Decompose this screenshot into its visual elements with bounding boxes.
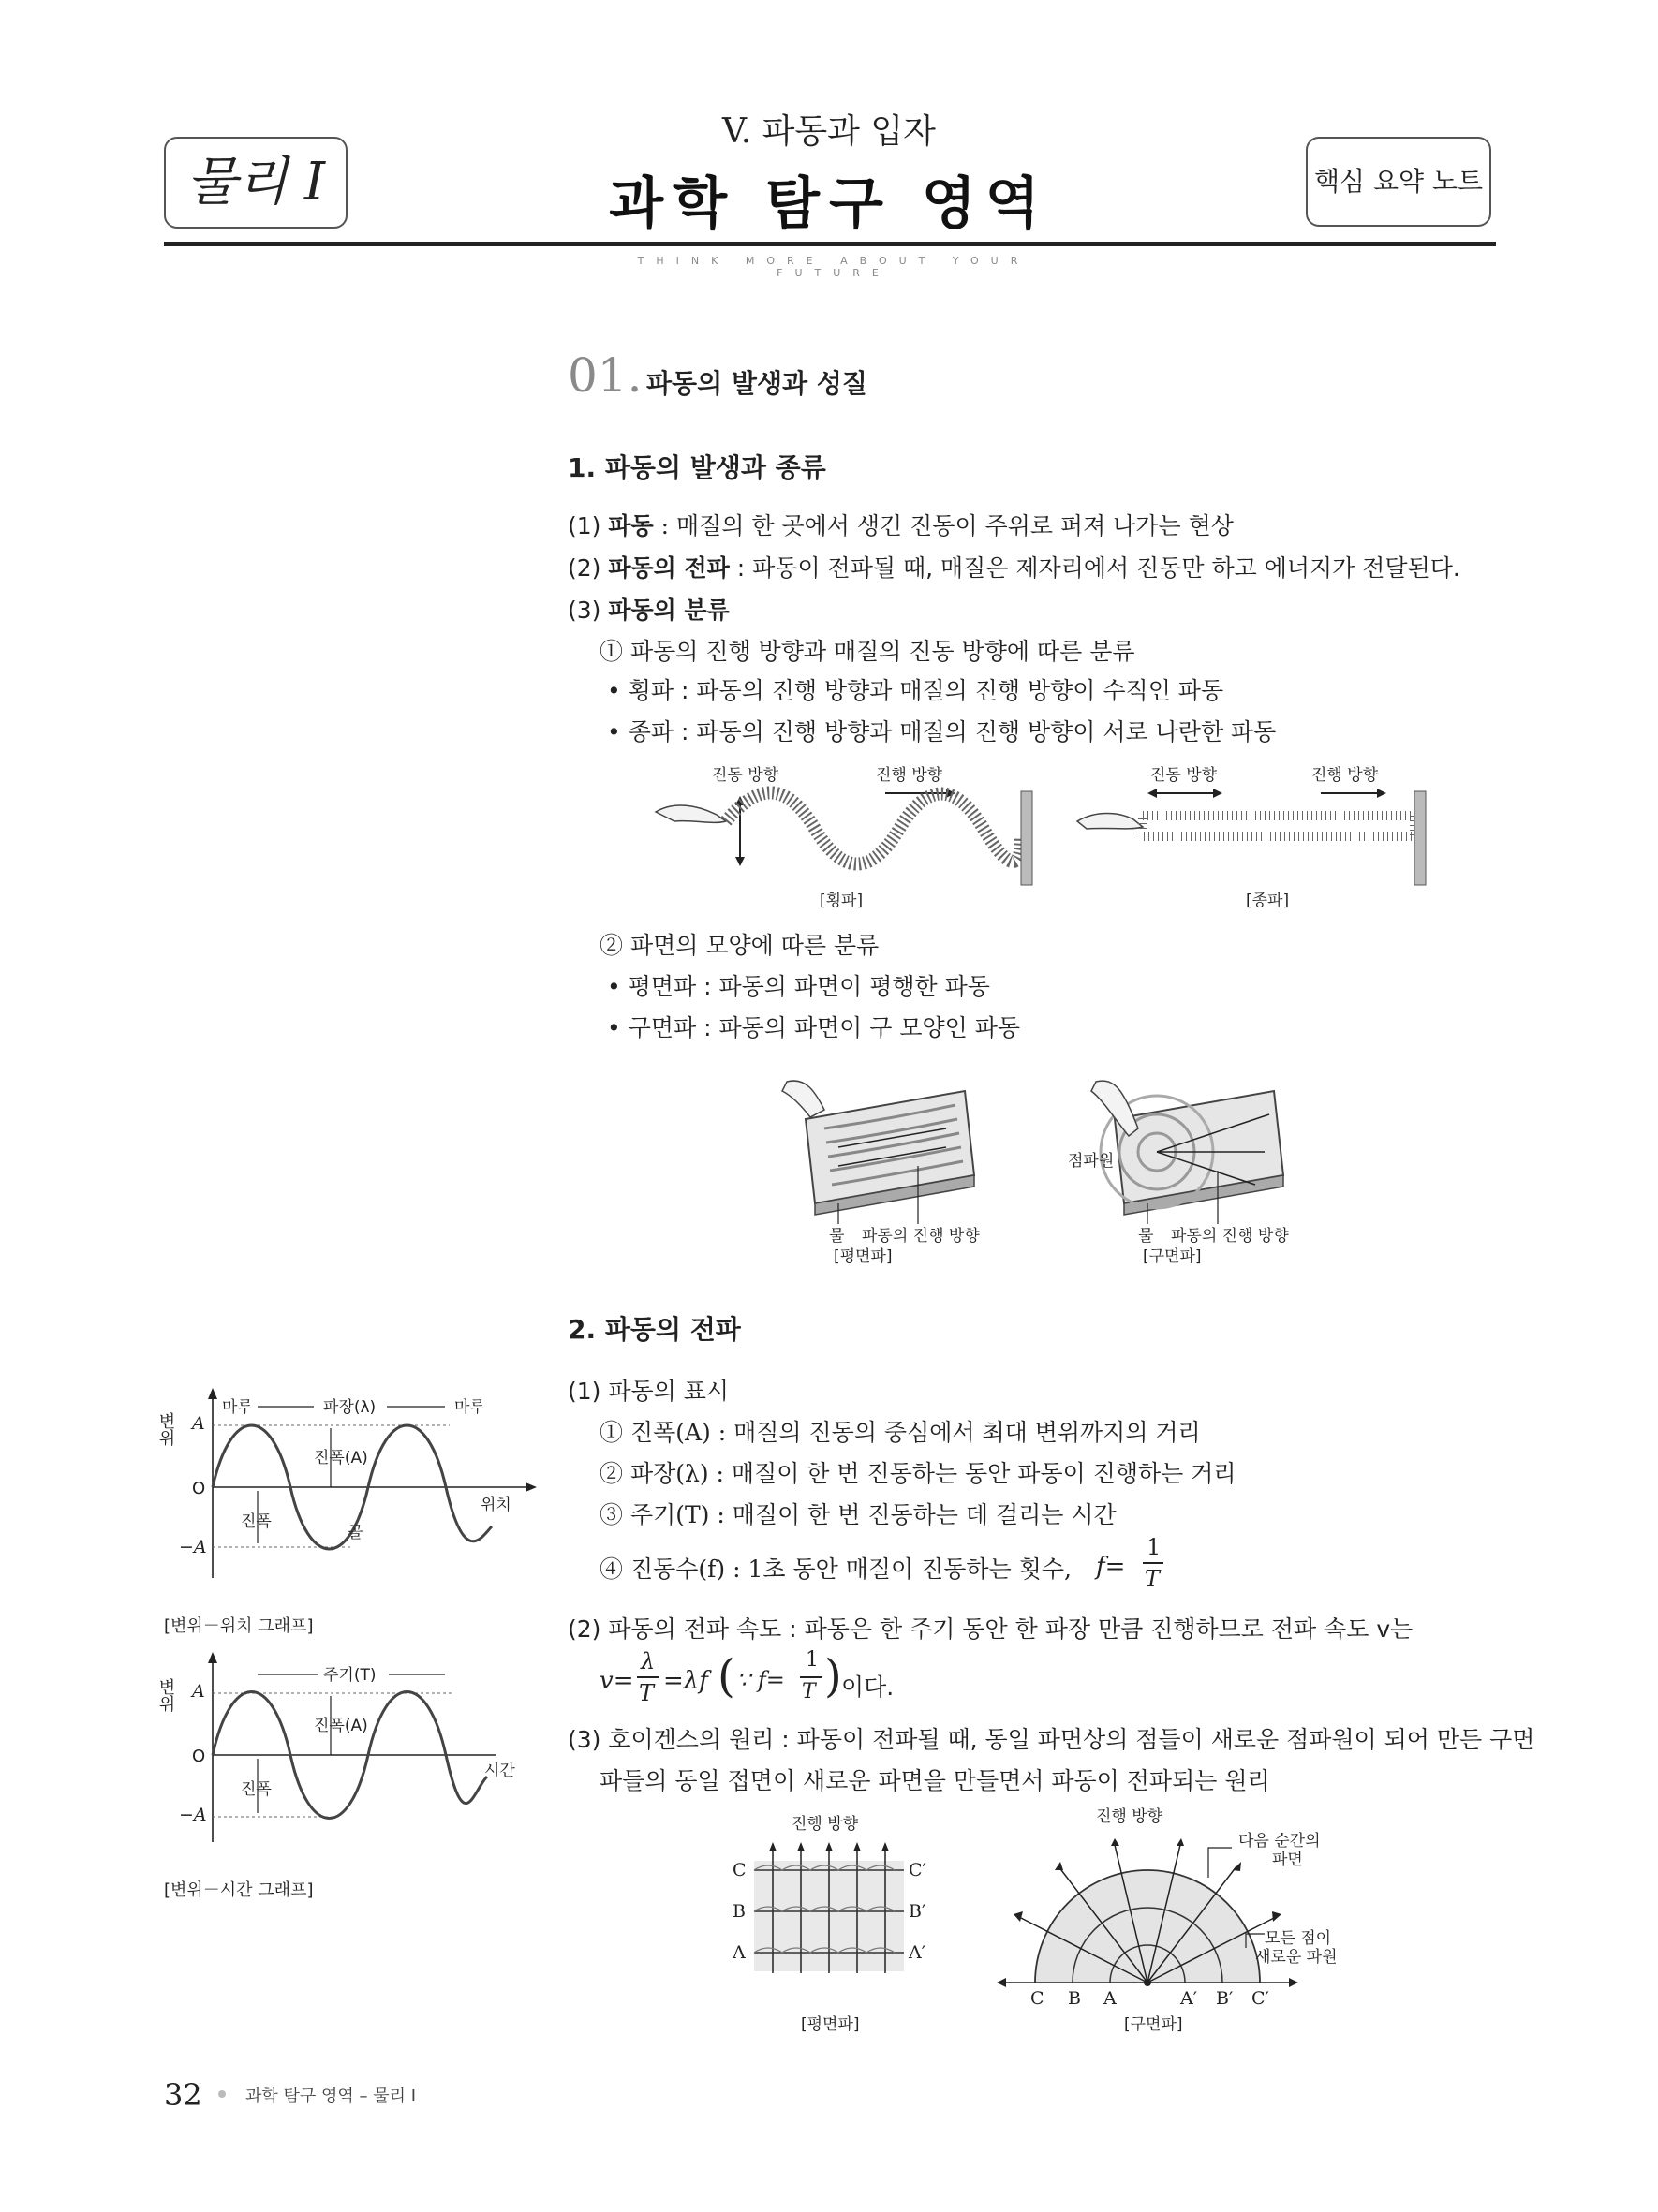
g1-wavelength: 파장(λ)	[323, 1398, 377, 1417]
longitudinal-caption: [종파]	[1246, 892, 1290, 910]
g2-caption: [변위－시간 그래프]	[164, 1880, 314, 1900]
speed-because-num: 1	[806, 1648, 819, 1672]
g2-period: 주기(T)	[323, 1666, 377, 1685]
rep-wavelength: ② 파장(λ) : 매질이 한 번 진동하는 동안 파동이 진행하는 거리	[600, 1460, 1236, 1487]
item-2	[568, 550, 1460, 583]
hs-A: A	[1103, 1988, 1117, 2009]
hs-C: C	[1030, 1988, 1044, 2009]
freq-num: 1	[1147, 1534, 1162, 1560]
item-3	[568, 592, 730, 626]
hs-arrowhead-7	[1272, 1911, 1281, 1922]
hp-arrowhead-2	[797, 1842, 805, 1851]
transverse-spring	[726, 792, 1021, 863]
hp-arrowhead-1	[769, 1842, 777, 1851]
class2-spherical: • 구면파 : 파동의 파면이 구 모양인 파동	[607, 1014, 1021, 1041]
g1-crest-right: 마루	[454, 1398, 485, 1417]
speed-lhs: v=	[600, 1667, 634, 1695]
ripple-tank-figure	[768, 1063, 1330, 1264]
item-2-text: : 파동이 전파될 때, 매질은 제자리에서 진동만 하고 에너지가 전달된다.	[729, 554, 1460, 582]
speed-bar	[637, 1676, 659, 1678]
g1-negA: −A	[179, 1537, 207, 1557]
g1-y-arrowhead	[208, 1388, 217, 1399]
g1-A: A	[192, 1413, 205, 1434]
rep-frequency: ④ 진동수(f) : 1초 동안 매질이 진동하는 횟수,	[600, 1556, 1072, 1583]
g2-y-arrowhead	[208, 1652, 217, 1663]
part2-title: 2. 파동의 전파	[568, 1314, 741, 1345]
hs-arrowhead-6	[1233, 1862, 1241, 1871]
speed-mid: =λf	[663, 1667, 708, 1695]
class1-longitudinal: • 종파 : 파동의 진행 방향과 매질의 진행 방향이 서로 나란한 파동	[607, 718, 1277, 745]
freq-bar	[1143, 1562, 1163, 1564]
point-source-label: 점파원	[1068, 1152, 1115, 1171]
hs-all-points: 모든 점이	[1265, 1929, 1332, 1948]
item-1-num: (1)	[568, 512, 601, 539]
subject-badge: 물리 I	[164, 137, 348, 229]
class1-heading: ① 파동의 진행 방향과 매질의 진동 방향에 따른 분류	[600, 638, 1135, 665]
hp-arrowhead-4	[853, 1842, 861, 1851]
speed-formula	[600, 1648, 937, 1714]
g2-ylabel: 변위	[155, 1678, 176, 1712]
hp-arrowhead-3	[825, 1842, 833, 1851]
hs-arrowhead-1	[997, 1978, 1006, 1987]
wave-type-figure	[646, 763, 1433, 913]
hp-B: B	[733, 1901, 746, 1922]
section-title: 파동의 발생과 성질	[646, 368, 867, 399]
hs-arrowhead-2	[1014, 1911, 1023, 1922]
hs-next-front-leader	[1208, 1848, 1232, 1878]
hp-C: C	[733, 1860, 747, 1880]
tagline: THINK MORE ABOUT YOUR FUTURE	[637, 255, 1030, 279]
transverse-wall	[1021, 791, 1032, 885]
hand-icon	[656, 805, 726, 822]
g1-x-arrowhead	[526, 1482, 537, 1492]
longitudinal-vib-label: 진동 방향	[1150, 766, 1218, 785]
g2-amplitude-a: 진폭(A)	[314, 1717, 368, 1735]
huygens-figure	[721, 1803, 1377, 2037]
plane-prop-label: 파동의 진행 방향	[862, 1227, 980, 1246]
transverse-vib-label: 진동 방향	[712, 766, 779, 785]
item-1-term: 파동	[608, 512, 654, 539]
displacement-time-graph	[155, 1650, 539, 1875]
hp-arrowhead-5	[881, 1842, 889, 1851]
hs-arrowhead-8	[1289, 1978, 1298, 1987]
longitudinal-vib-arrowhead-right	[1213, 789, 1222, 798]
plane-water-label: 물	[829, 1227, 845, 1246]
g1-amplitude: 진폭	[241, 1512, 272, 1531]
longitudinal-spring	[1143, 816, 1414, 836]
vib-arrowhead-down	[735, 857, 745, 866]
hs-region	[1035, 1870, 1260, 1983]
class2-plane: • 평면파 : 파동의 파면이 평행한 파동	[607, 973, 990, 1000]
hs-Bp: B′	[1216, 1988, 1234, 2009]
speed-because-den: T	[802, 1680, 816, 1703]
hs-prop-label: 진행 방향	[1096, 1807, 1163, 1826]
longitudinal-wall	[1414, 791, 1426, 885]
item-3-term: 파동의 분류	[608, 597, 730, 624]
huygens-line-2: 파들의 동일 접면이 새로운 파면을 만들면서 파동이 전파되는 원리	[600, 1767, 1270, 1794]
g1-zero: O	[192, 1479, 206, 1498]
g2-negA: −A	[179, 1805, 207, 1825]
g1-caption: [변위－위치 그래프]	[164, 1616, 314, 1636]
hp-A: A	[733, 1942, 746, 1963]
hs-B: B	[1068, 1988, 1081, 2009]
speed-tail: 이다.	[841, 1674, 895, 1701]
hp-caption: [평면파]	[801, 2015, 860, 2034]
longitudinal-vib-arrowhead-left	[1147, 789, 1157, 798]
g2-xlabel: 시간	[484, 1762, 515, 1780]
sphere-prop-label: 파동의 진행 방향	[1171, 1227, 1289, 1246]
rep-amplitude: ① 진폭(A) : 매질의 진동의 중심에서 최대 변위까지의 거리	[600, 1419, 1201, 1446]
rep-period: ③ 주기(T) : 매질이 한 번 진동하는 데 걸리는 시간	[600, 1501, 1117, 1528]
hp-prop-label: 진행 방향	[792, 1815, 859, 1834]
section-number: 01.	[568, 348, 643, 403]
class2-heading: ② 파면의 모양에 따른 분류	[600, 932, 880, 959]
hp-Cp: C′	[909, 1860, 926, 1880]
freq-formula	[1096, 1534, 1171, 1594]
paren-open: (	[718, 1650, 735, 1703]
speed-num: λ	[641, 1648, 656, 1674]
rep-heading: (1) 파동의 표시	[568, 1378, 730, 1405]
g2-zero: O	[192, 1747, 206, 1766]
huygens-line-1: (3) 호이겐스의 원리 : 파동이 전파될 때, 동일 파면상의 점들이 새로운 점파원이 되어 만든 구면	[568, 1726, 1535, 1753]
hs-arrowhead-3	[1055, 1862, 1063, 1870]
hp-Ap: A′	[909, 1942, 926, 1963]
speed-den: T	[639, 1680, 655, 1706]
plane-caption: [평면파]	[834, 1247, 893, 1266]
item-2-term: 파동의 전파	[608, 554, 730, 582]
hand-icon-2	[1077, 814, 1143, 830]
header-rule	[164, 242, 1496, 246]
speed-because-bar	[800, 1676, 822, 1678]
speed-because: ∵ f=	[736, 1667, 785, 1693]
item-2-num: (2)	[568, 554, 601, 582]
footer-dot	[218, 2090, 226, 2098]
footer-text: 과학 탐구 영역 – 물리 I	[245, 2087, 417, 2106]
hs-all-points2: 새로운 파원	[1255, 1948, 1338, 1967]
hand-icon-3	[782, 1081, 824, 1117]
speed-line: (2) 파동의 전파 속도 : 파동은 한 주기 동안 한 파장 만큼 진행하므로 전파 속도 v는	[568, 1615, 1414, 1643]
item-3-num: (3)	[568, 597, 601, 624]
displacement-position-graph	[155, 1386, 539, 1611]
sphere-water-label: 물	[1138, 1227, 1154, 1246]
hs-Cp: C′	[1251, 1988, 1269, 2009]
hp-Bp: B′	[909, 1901, 926, 1922]
item-1-text: : 매질의 한 곳에서 생긴 진동이 주위로 퍼져 나가는 현상	[653, 512, 1234, 539]
sphere-caption: [구면파]	[1143, 1247, 1202, 1266]
g2-amplitude: 진폭	[241, 1780, 272, 1799]
longitudinal-prop-label: 진행 방향	[1311, 766, 1379, 785]
item-1	[568, 508, 1234, 541]
g1-trough: 골	[348, 1524, 363, 1542]
transverse-prop-label: 진행 방향	[876, 766, 943, 785]
hs-arrowhead-4	[1111, 1838, 1119, 1846]
g1-amplitude-a: 진폭(A)	[314, 1449, 368, 1467]
transverse-caption: [횡파]	[820, 892, 864, 910]
class1-transverse: • 횡파 : 파동의 진행 방향과 매질의 진행 방향이 수직인 파동	[607, 677, 1224, 704]
hs-caption: [구면파]	[1124, 2015, 1183, 2034]
page-number: 32	[164, 2077, 202, 2113]
g1-ylabel: 변위	[155, 1412, 176, 1446]
page-title: 과학 탐구 영역	[609, 171, 1049, 237]
unit-title: V. 파동과 입자	[722, 112, 936, 151]
paren-close: )	[824, 1650, 842, 1703]
note-badge: 핵심 요약 노트	[1306, 137, 1491, 227]
hs-Ap: A′	[1180, 1988, 1198, 2009]
part1-title: 1. 파동의 발생과 종류	[568, 452, 826, 483]
g1-crest-left: 마루	[222, 1398, 253, 1417]
hs-arrowhead-5	[1177, 1838, 1184, 1846]
hand-icon-4	[1091, 1081, 1138, 1136]
longitudinal-prop-arrowhead	[1377, 789, 1386, 798]
freq-den: T	[1145, 1566, 1161, 1592]
freq-formula-lhs: f=	[1096, 1553, 1126, 1581]
hs-next-front: 다음 순간의	[1238, 1832, 1321, 1851]
hs-next-front2: 파면	[1272, 1851, 1303, 1869]
g1-xlabel: 위치	[481, 1496, 511, 1514]
hs-source-point	[1144, 1979, 1151, 1986]
g2-A: A	[192, 1681, 205, 1702]
